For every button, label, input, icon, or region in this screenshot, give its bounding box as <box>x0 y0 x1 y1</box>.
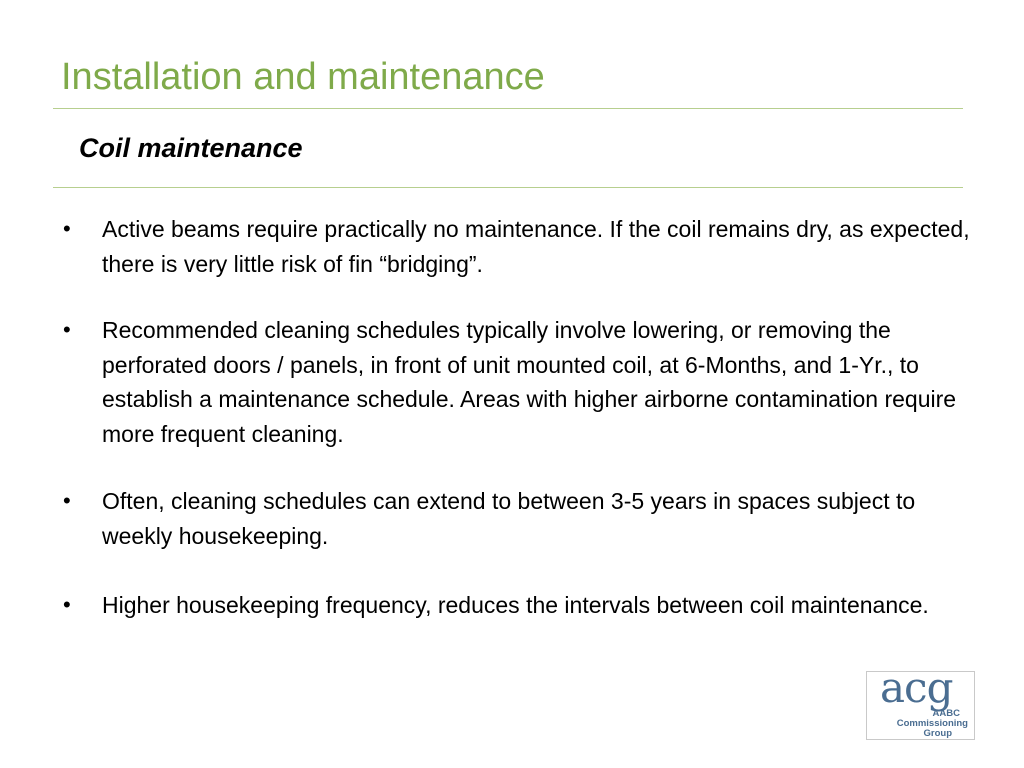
bullet-text: Higher housekeeping frequency, reduces the intervals between coil maintenance. <box>102 592 929 618</box>
bullet-marker: • <box>63 592 71 617</box>
bullet-text: Active beams require practically no maintenance. If the coil remains dry, as expected, there is very little risk of fin “bridging”. <box>102 216 970 277</box>
logo-text-group: Group <box>923 728 952 739</box>
bullet-text: Often, cleaning schedules can extend to between 3-5 years in spaces subject to weekly housekeeping. <box>102 488 916 549</box>
bullet-marker: • <box>63 317 71 342</box>
logo-text-aabc: AABC <box>932 708 960 719</box>
subtitle-divider <box>53 187 963 188</box>
bullet-marker: • <box>63 488 71 513</box>
bullet-item <box>63 484 972 553</box>
bullet-item <box>63 313 972 451</box>
bullet-marker: • <box>63 216 71 241</box>
logo-mark: acg <box>880 663 953 712</box>
bullet-text: Recommended cleaning schedules typically involve lowering, or removing the perforated doors / panels, in front of unit mounted coil, at 6-Months, and 1-Yr., to establish a maintenance schedule. Areas with higher airborne contamination require more frequent cleaning. <box>102 317 957 447</box>
bullet-item <box>63 212 972 281</box>
section-subtitle: Coil maintenance <box>79 133 303 163</box>
title-divider <box>53 108 963 109</box>
logo-text-commissioning: Commissioning <box>896 718 968 729</box>
acg-logo <box>866 663 975 740</box>
bullet-item <box>63 588 972 623</box>
slide-title: Installation and maintenance <box>61 56 545 98</box>
